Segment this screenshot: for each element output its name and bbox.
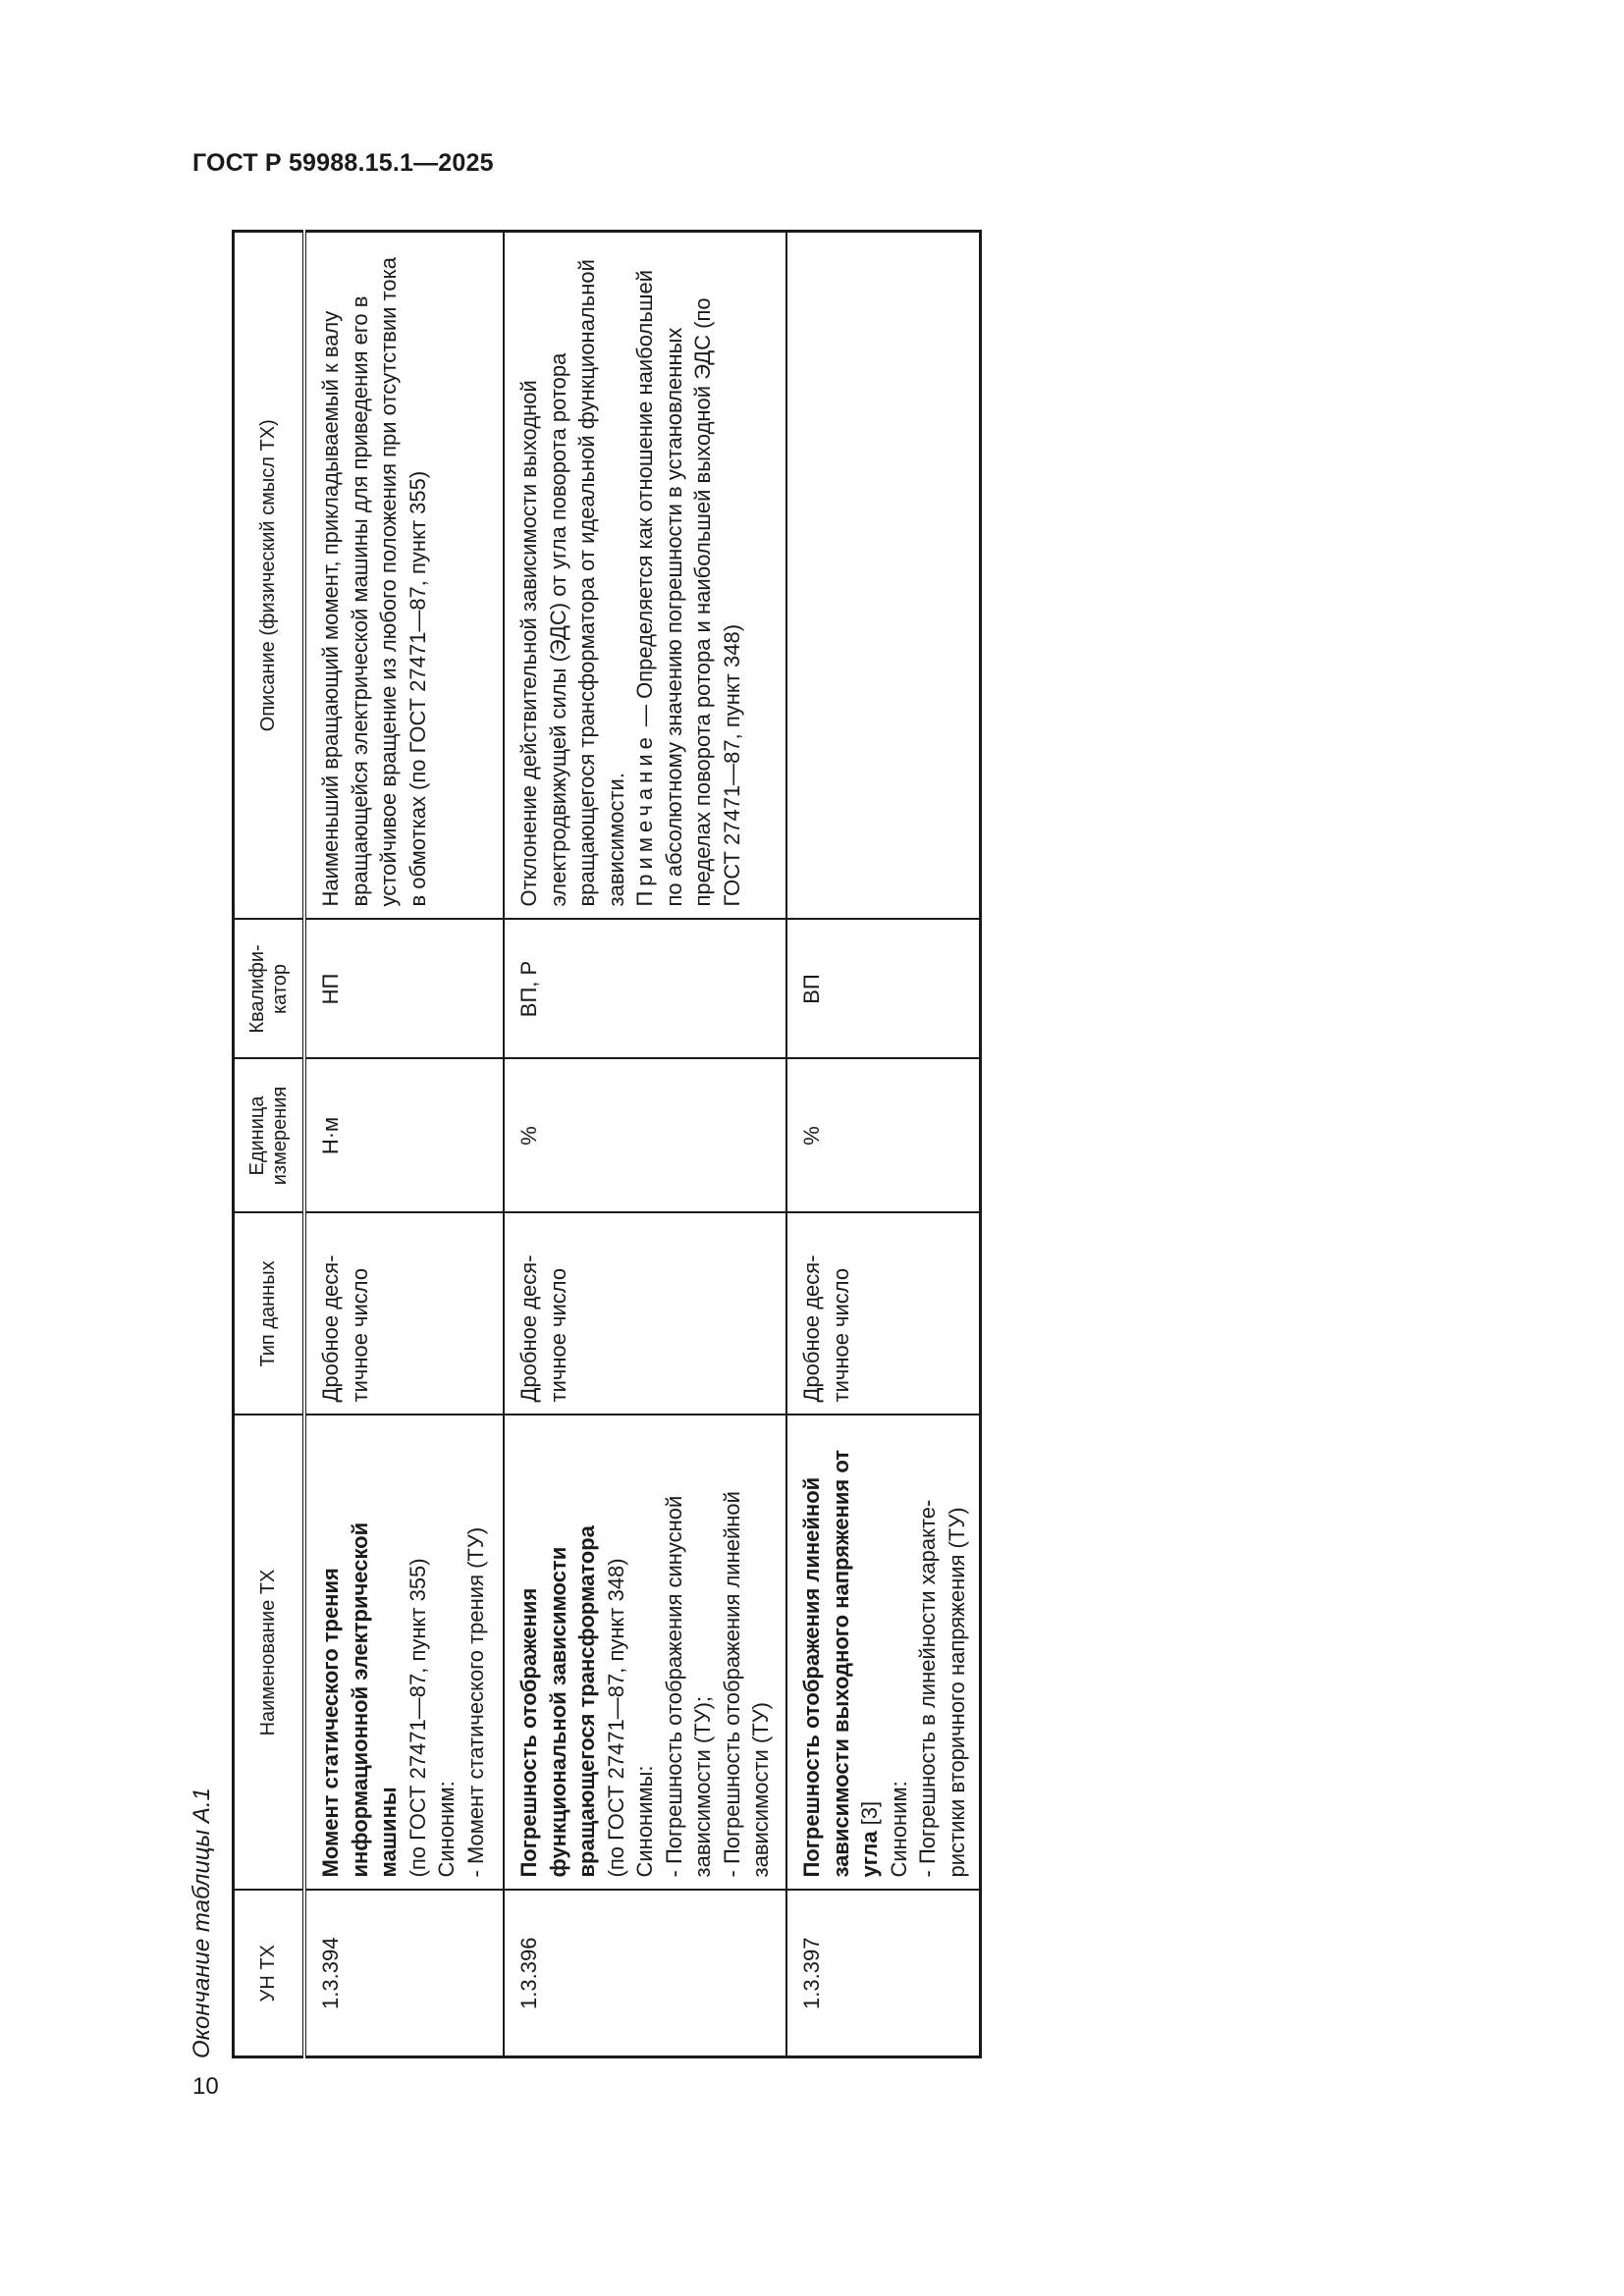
cell-description (504, 232, 786, 920)
characteristic-name-bold: Момент статического трения информационной электрической машины (318, 1522, 401, 1878)
table-row (786, 232, 981, 2057)
column-header-name: Наименование ТХ (234, 1415, 305, 1891)
type-line: тичное число (347, 1267, 372, 1403)
name-line: - Погрешность отображения синусной зависимости (ТУ); (661, 1495, 715, 1878)
cell-description (786, 232, 981, 920)
type-line: Дробное деся- (516, 1255, 541, 1403)
name-line: - Погрешность в линейности характе-ристики вторичного напряжения (ТУ) (915, 1499, 969, 1878)
column-header-unit (234, 1059, 305, 1213)
column-header-type: Тип данных (234, 1213, 305, 1415)
characteristics-table (232, 230, 982, 2058)
cell-code: 1.3.394 (304, 1891, 504, 2057)
cell-code: 1.3.396 (504, 1891, 786, 2057)
cell-name (304, 1415, 504, 1891)
type-line: тичное число (828, 1267, 853, 1403)
name-line: (по ГОСТ 27471—87, пункт 348) (603, 1558, 628, 1878)
characteristic-name-bold: Погрешность отображения функциональной зависимости вращающегося трансформатора (516, 1525, 599, 1878)
characteristic-name-bold: Погрешность отображения линейной зависимости выходного напряжения от угла (799, 1450, 882, 1878)
cell-type (304, 1213, 504, 1415)
table-header-row (234, 232, 305, 2057)
unit-header-line-2: измерения (268, 1086, 291, 1186)
cell-qualifier: ВП, Р (504, 920, 786, 1059)
cell-qualifier: ВП (786, 920, 981, 1059)
cell-unit: % (504, 1059, 786, 1213)
cell-description: Наименьший вращающий момент, прикладываемый к валу вращающейся электрической машины для приведения его в устойчивое вращение из любого положения при отсутствии тока в обмотках (по ГОСТ 27471—87, пункт 355) (304, 232, 504, 920)
table-row (304, 232, 504, 2057)
name-line: Синоним: (886, 1781, 911, 1878)
unit-header-line-1: Единица (245, 1095, 268, 1176)
cell-type (786, 1213, 981, 1415)
cell-type (504, 1213, 786, 1415)
table-row (504, 232, 786, 2057)
type-line: Дробное деся- (318, 1255, 343, 1403)
cell-unit: Н·м (304, 1059, 504, 1213)
name-line: (по ГОСТ 27471—87, пункт 355) (405, 1558, 430, 1878)
page-number: 10 (192, 2073, 219, 2100)
document-code-header: ГОСТ Р 59988.15.1—2025 (192, 149, 494, 177)
cell-code: 1.3.397 (786, 1891, 981, 2057)
reference-number: [3] (857, 1800, 882, 1832)
cell-unit: % (786, 1059, 981, 1213)
qualifier-header-line-2: катор (268, 963, 291, 1015)
note-label: Примечание (632, 732, 657, 907)
description-text: Отклонение действительной зависимости выходной электродвижущей силы (ЭДС) от угла поворота ротора вращающегося трансформатора от идеальной функциональной зависимости. (516, 259, 628, 907)
rotated-table-container (177, 233, 969, 2058)
note-text: — Определяется как отношение наибольшей по абсолютному значению погрешности в установленных пределах поворота ротора и наибольшей выходной ЭДС (по ГОСТ 27471—87, пункт 348) (632, 270, 744, 907)
name-line: - Погрешность отображения линейной зависимости (ТУ) (719, 1491, 773, 1878)
name-line: - Момент статического трения (ТУ) (462, 1526, 488, 1878)
table-caption: Окончание таблицы А.1 (189, 1788, 215, 2058)
column-header-code: УН ТХ (234, 1891, 305, 2057)
name-line: Синонимы: (632, 1765, 657, 1878)
cell-qualifier: НП (304, 920, 504, 1059)
column-header-description: Описание (физический смысл ТХ) (234, 232, 305, 920)
type-line: тичное число (545, 1267, 570, 1403)
cell-name (504, 1415, 786, 1891)
name-line: Синоним: (434, 1781, 459, 1878)
column-header-qualifier (234, 920, 305, 1059)
cell-name (786, 1415, 981, 1891)
type-line: Дробное деся- (799, 1255, 824, 1403)
qualifier-header-line-1: Квалифи- (245, 944, 268, 1034)
